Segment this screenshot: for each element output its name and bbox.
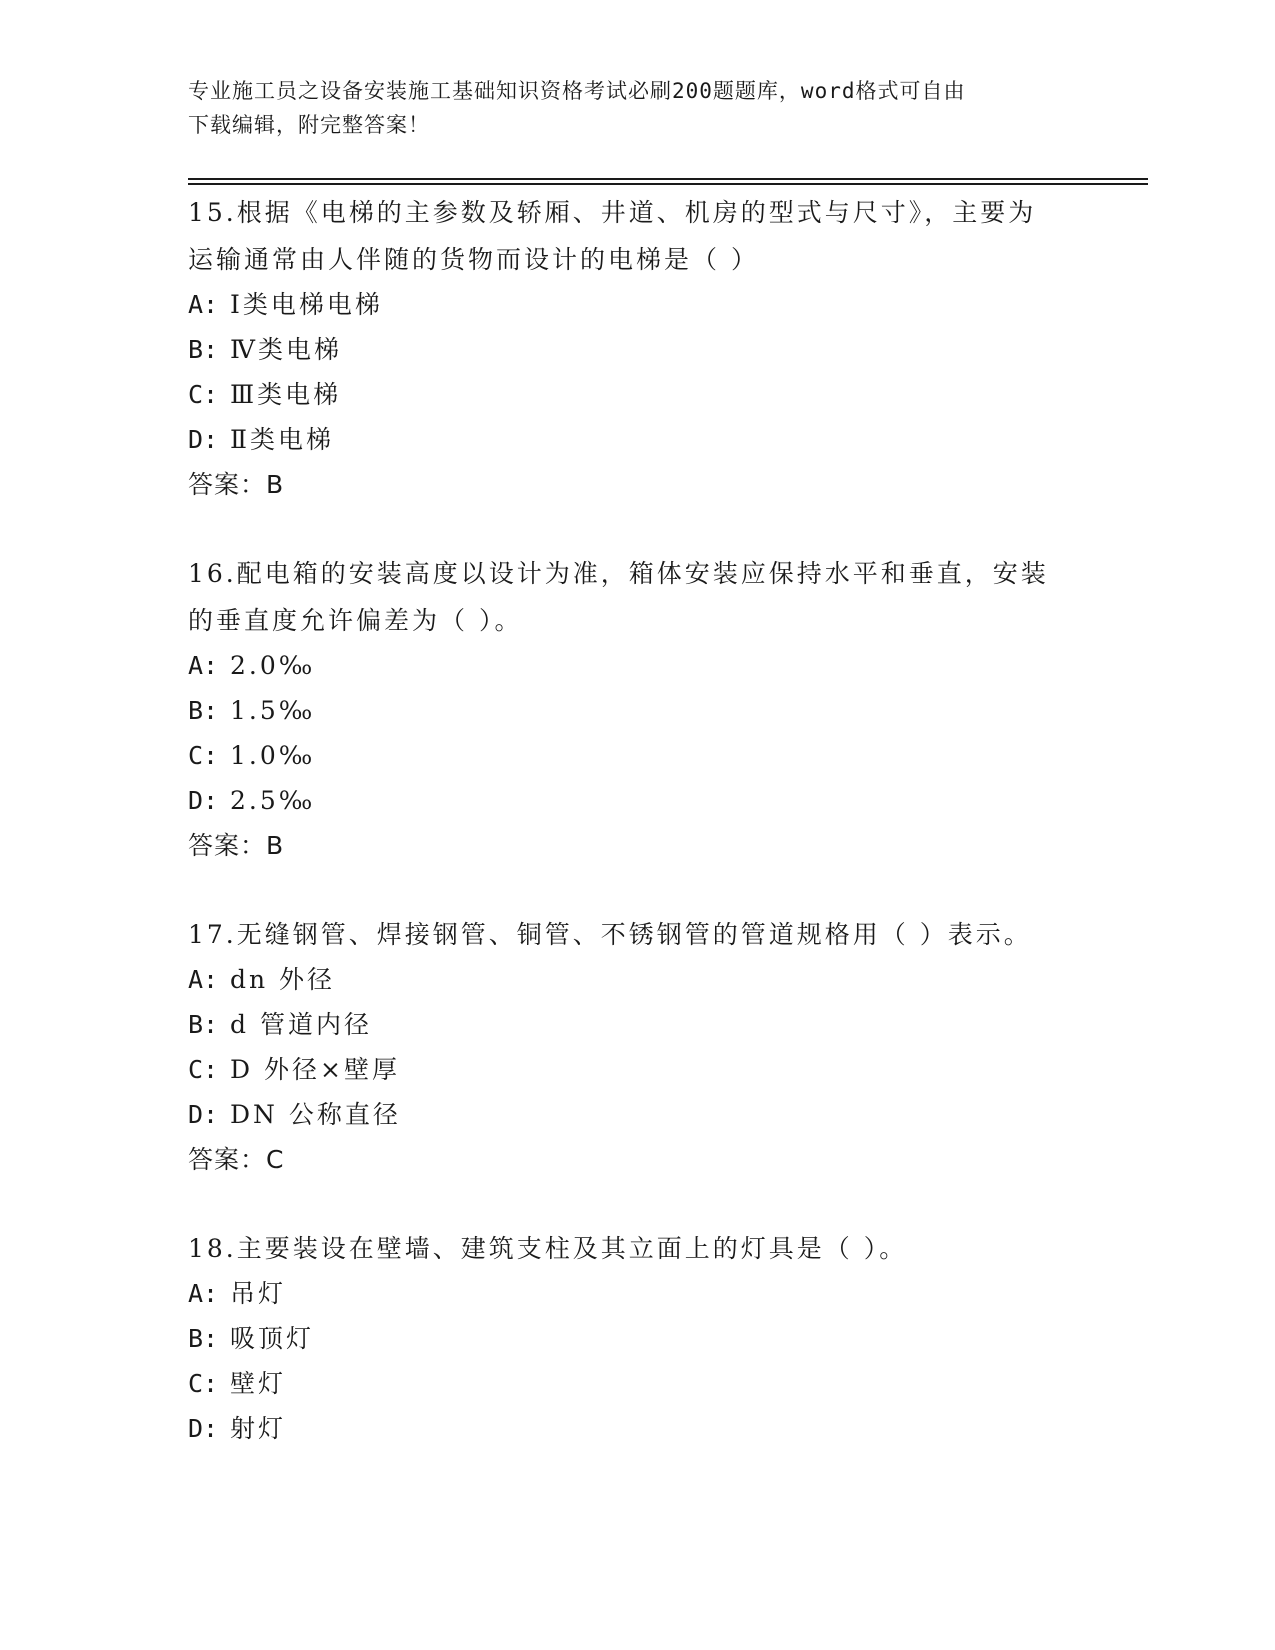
header-line-2: 下载编辑，附完整答案！: [188, 113, 430, 137]
option-text: 1.5‰: [230, 696, 316, 725]
option-text: 吸顶灯: [230, 1324, 315, 1353]
question-18: [188, 1224, 1088, 1451]
option-letter: A:: [188, 290, 219, 319]
question-18-stem-line-1: 18.主要装设在壁墙、建筑支柱及其立面上的灯具是（ ）。: [188, 1234, 908, 1263]
question-15-option-d: [188, 417, 1088, 462]
option-letter: D:: [188, 425, 219, 454]
option-text: 吊灯: [230, 1279, 287, 1308]
option-text: 2.5‰: [230, 786, 316, 815]
header-line-1: 专业施工员之设备安装施工基础知识资格考试必刷200题题库，word格式可自由: [188, 79, 966, 103]
question-18-option-b: [188, 1316, 1088, 1361]
option-letter: C:: [188, 1055, 219, 1084]
option-letter: A:: [188, 651, 219, 680]
option-text: 2.0‰: [230, 651, 316, 680]
option-text: Ⅰ类电梯电梯: [230, 290, 383, 319]
option-letter: B:: [188, 1324, 219, 1353]
option-text: 壁灯: [230, 1369, 287, 1398]
header-divider-top: [188, 178, 1148, 180]
question-18-option-d: [188, 1406, 1088, 1451]
option-letter: C:: [188, 1369, 219, 1398]
question-16-option-c: [188, 733, 1088, 778]
question-15-stem-line-2: 运输通常由人伴随的货物而设计的电梯是（ ）: [188, 245, 759, 274]
option-letter: C:: [188, 741, 219, 770]
header-divider-bottom: [188, 183, 1148, 185]
document-header: [188, 74, 1068, 142]
option-letter: D:: [188, 786, 219, 815]
option-letter: C:: [188, 380, 219, 409]
question-18-option-a: [188, 1271, 1088, 1316]
option-letter: A:: [188, 965, 219, 994]
option-text: 射灯: [230, 1414, 287, 1443]
option-text: Ⅳ类电梯: [230, 335, 342, 364]
question-17-option-d: [188, 1092, 1088, 1137]
option-text: D 外径×壁厚: [230, 1055, 400, 1084]
question-15-option-c: [188, 372, 1088, 417]
question-18-option-c: [188, 1361, 1088, 1406]
question-16-option-b: [188, 688, 1088, 733]
option-text: dn 外径: [230, 965, 336, 994]
question-16-stem-line-1: 16.配电箱的安装高度以设计为准，箱体安装应保持水平和垂直，安装: [188, 559, 1049, 588]
question-17-option-c: [188, 1047, 1088, 1092]
question-16-answer: 答案：B: [188, 831, 285, 860]
question-17-answer: 答案：C: [188, 1145, 285, 1174]
question-list: [188, 188, 1088, 1492]
question-16-option-a: [188, 643, 1088, 688]
question-17-option-b: [188, 1002, 1088, 1047]
option-text: Ⅲ类电梯: [230, 380, 342, 409]
question-15: [188, 188, 1088, 508]
question-16-stem-line-2: 的垂直度允许偏差为（ ）。: [188, 606, 523, 635]
question-15-stem-line-1: 15.根据《电梯的主参数及轿厢、井道、机房的型式与尺寸》，主要为: [188, 198, 1037, 227]
question-17: [188, 910, 1088, 1183]
option-letter: B:: [188, 335, 219, 364]
question-17-option-a: [188, 957, 1088, 1002]
question-16: [188, 549, 1088, 869]
question-15-answer: 答案：B: [188, 470, 285, 499]
question-17-stem-line-1: 17.无缝钢管、焊接钢管、铜管、不锈钢管的管道规格用（ ）表示。: [188, 920, 1032, 949]
question-15-option-b: [188, 327, 1088, 372]
option-text: Ⅱ类电梯: [230, 425, 334, 454]
option-letter: A:: [188, 1279, 219, 1308]
option-text: DN 公称直径: [230, 1100, 401, 1129]
option-letter: D:: [188, 1414, 219, 1443]
option-text: 1.0‰: [230, 741, 316, 770]
option-letter: D:: [188, 1100, 219, 1129]
option-letter: B:: [188, 1010, 219, 1039]
question-16-option-d: [188, 778, 1088, 823]
option-text: d 管道内径: [230, 1010, 372, 1039]
question-15-option-a: [188, 282, 1088, 327]
option-letter: B:: [188, 696, 219, 725]
